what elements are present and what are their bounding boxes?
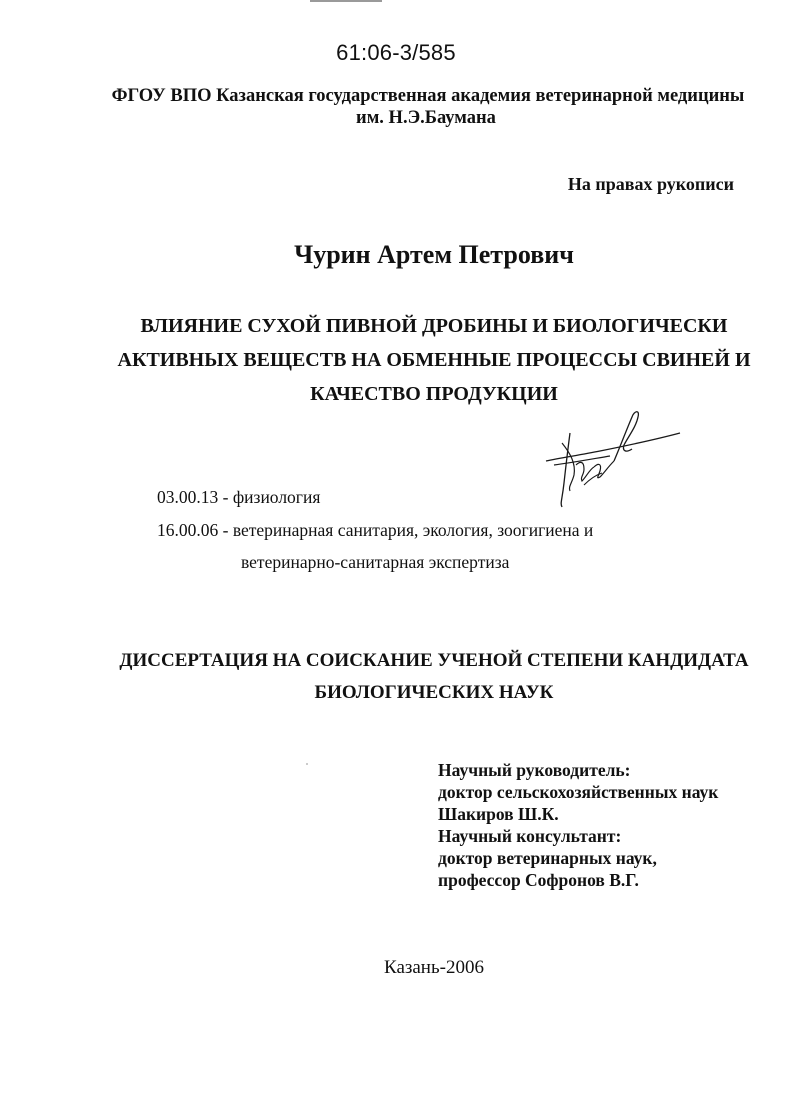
specialty-2-continued: ветеринарно-санитарная экспертиза <box>241 552 510 572</box>
author-name: Чурин Артем Петрович <box>294 240 574 269</box>
dissertation-line-1: ДИССЕРТАЦИЯ НА СОИСКАНИЕ УЧЕНОЙ СТЕПЕНИ КАНДИДАТА <box>119 650 749 671</box>
organization-line-1: ФГОУ ВПО Казанская государственная академия ветеринарной медицины <box>111 86 745 106</box>
title-line-2: АКТИВНЫХ ВЕЩЕСТВ НА ОБМЕННЫЕ ПРОЦЕССЫ СВИНЕЙ И <box>117 349 751 371</box>
specialty-1: 03.00.13 - физиология <box>157 487 321 507</box>
supervisor-name: Шакиров Ш.К. <box>438 804 559 824</box>
registry-number: 61:06-3/585 <box>336 40 456 65</box>
specialty-2: 16.00.06 - ветеринарная санитария, экология, зоогигиена и <box>157 520 594 540</box>
organization-line-2: им. Н.Э.Баумана <box>356 108 496 128</box>
supervisor-degree: доктор сельскохозяйственных наук <box>438 782 719 802</box>
scan-speck <box>306 763 308 765</box>
consultant-name: профессор Софронов В.Г. <box>438 870 639 890</box>
supervisor-label: Научный руководитель: <box>438 760 631 780</box>
author-signature <box>540 403 685 511</box>
scan-edge-mark <box>310 0 382 2</box>
manuscript-note: На правах рукописи <box>567 174 734 194</box>
consultant-degree: доктор ветеринарных наук, <box>438 848 657 868</box>
title-line-3: КАЧЕСТВО ПРОДУКЦИИ <box>310 383 558 405</box>
city-year: Казань-2006 <box>384 957 484 978</box>
dissertation-line-2: БИОЛОГИЧЕСКИХ НАУК <box>314 682 554 703</box>
title-line-1: ВЛИЯНИЕ СУХОЙ ПИВНОЙ ДРОБИНЫ И БИОЛОГИЧЕСКИ <box>140 315 728 337</box>
consultant-label: Научный консультант: <box>438 826 622 846</box>
